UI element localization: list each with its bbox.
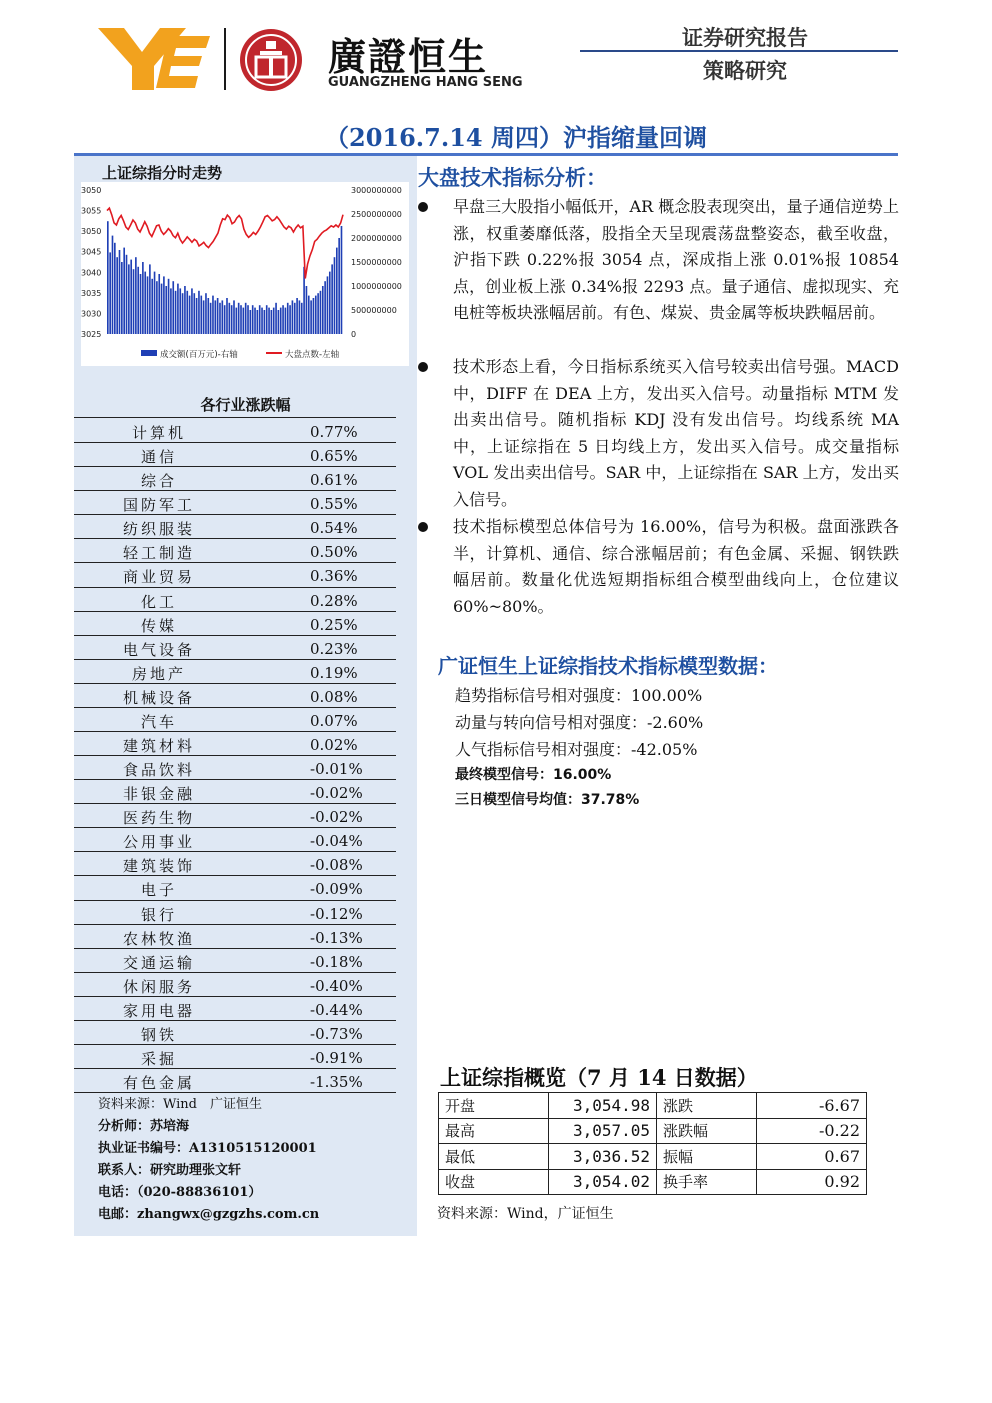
industry-change: 0.36% xyxy=(310,567,358,586)
industry-change: -0.18% xyxy=(310,952,363,971)
overview-label: 振幅 xyxy=(657,1144,757,1170)
volume-bar xyxy=(226,298,228,334)
industry-name: 综合 xyxy=(140,472,177,491)
bullet-dot xyxy=(418,362,428,372)
industry-change: 0.54% xyxy=(310,519,358,538)
volume-bar xyxy=(217,298,219,334)
volume-bar xyxy=(222,300,224,334)
industry-change: -0.02% xyxy=(310,784,363,803)
overview-source: 资料来源：Wind，广证恒生 xyxy=(437,1206,614,1222)
industry-row xyxy=(74,1021,396,1045)
analysis-bullet-text: 技术指标模型总体信号为 16.00%，信号为积极。盘面涨跌各半，计算机、通信、综合涨幅居前；有色金属、采掘、钢铁跌幅居前。数量化优选短期指标组合模型曲线向上，仓位建议 60%~80%。 xyxy=(453,517,899,616)
chart-title: 上证综指分时走势 xyxy=(102,164,223,182)
phone: 电话：（020-88836101） xyxy=(98,1185,262,1200)
volume-bar xyxy=(301,303,303,334)
volume-bar xyxy=(247,305,249,334)
volume-bar xyxy=(329,272,331,334)
volume-bar xyxy=(308,296,310,334)
volume-bar xyxy=(324,281,326,334)
volume-bar xyxy=(299,300,301,334)
volume-bar xyxy=(233,300,235,334)
volume-bar xyxy=(313,298,315,334)
volume-bar xyxy=(126,255,128,334)
industry-change: -1.35% xyxy=(310,1073,363,1092)
volume-bar xyxy=(116,257,118,334)
industry-name: 公用事业 xyxy=(122,833,195,852)
industry-change: 0.28% xyxy=(310,591,358,610)
volume-bar xyxy=(123,248,125,334)
volume-bar xyxy=(292,300,294,334)
legend-swatch-index xyxy=(266,352,282,354)
overview-label: 涨跌幅 xyxy=(657,1118,757,1144)
volume-bar xyxy=(338,238,340,334)
industry-row xyxy=(74,852,396,876)
volume-bar xyxy=(322,286,324,334)
volume-bar xyxy=(315,296,317,334)
volume-bar xyxy=(264,310,266,334)
volume-bar xyxy=(135,257,137,334)
industry-name: 房地产 xyxy=(131,664,186,683)
volume-bar xyxy=(200,296,202,334)
industry-row xyxy=(74,876,396,900)
volume-bars xyxy=(107,221,342,334)
right-tick-label: 1500000000 xyxy=(351,258,402,267)
industry-row xyxy=(74,612,396,636)
analyst: 分析师：苏培海 xyxy=(98,1119,190,1134)
volume-bar xyxy=(189,296,191,334)
overview-value: 3,054.98 xyxy=(549,1093,657,1119)
volume-bar xyxy=(280,308,282,334)
volume-bar xyxy=(287,303,289,334)
industry-name: 通信 xyxy=(140,448,177,467)
industry-row xyxy=(74,491,396,515)
overview-value: -6.67 xyxy=(757,1093,867,1119)
analysis-bullet-text: 技术形态上看，今日指标系统买入信号较卖出信号强。MACD 中，DIFF 在 DEA 上方，发出买入信号。动量指标 MTM 发出卖出信号。随机指标 KDJ 没有发出信号。均线系统 MA 中，上证综指在 5 日均线上方，发出买入信号。成交量指标 VOL 发出卖出信号。SAR 中，上证综指在 SAR 上方，发出买入信号。 xyxy=(453,357,899,509)
left-tick-label: 3055 xyxy=(81,206,102,216)
left-tick-label: 3050 xyxy=(81,227,102,237)
volume-bar xyxy=(243,308,245,334)
industry-change: 0.61% xyxy=(310,471,358,490)
industry-change: 0.25% xyxy=(310,615,358,634)
volume-bar xyxy=(184,286,186,334)
volume-bar xyxy=(289,305,291,334)
industry-name: 国防军工 xyxy=(122,496,195,515)
volume-bar xyxy=(294,303,296,334)
industry-change: 0.23% xyxy=(310,639,358,658)
industry-change: -0.12% xyxy=(310,904,363,923)
right-axis xyxy=(351,186,402,339)
industry-row xyxy=(74,756,396,780)
volume-bar xyxy=(207,298,209,334)
model-final-signal: 最终模型信号：16.00% xyxy=(455,767,612,783)
model-momentum: 动量与转向信号相对强度：-2.60% xyxy=(455,713,704,732)
volume-bar xyxy=(331,264,333,334)
brand-name-en: GUANGZHENG HANG SENG xyxy=(328,75,523,90)
industry-change: 0.65% xyxy=(310,447,358,466)
volume-bar xyxy=(191,288,193,334)
volume-bar xyxy=(306,286,308,334)
industry-table-top-rule xyxy=(74,417,396,418)
analysis-bullet-text: 早盘三大股指小幅低开，AR 概念股表现突出，量子通信逆势上涨，权重萎靡低落，股指全天呈现震荡盘整姿态，截至收盘，沪指下跌 0.22%报 3054 点，深成指上涨 0.01%报 10854 点，创业板上涨 0.34%报 2293 点。量子通信、虚拟现实、充电桩等板块涨幅居前。有色、煤炭、贵金属等板块跌幅居前。 xyxy=(453,197,899,323)
volume-bar xyxy=(144,272,146,334)
overview-value: 0.92 xyxy=(757,1169,867,1195)
volume-bar xyxy=(245,303,247,334)
industry-name: 机械设备 xyxy=(122,688,195,707)
email: 电邮：zhangwx@gzgzhs.com.cn xyxy=(98,1207,320,1222)
overview-label: 开盘 xyxy=(439,1093,549,1119)
data-source: 资料来源：Wind 广证恒生 xyxy=(98,1097,262,1112)
industry-row xyxy=(74,660,396,684)
overview-value: 3,057.05 xyxy=(549,1118,657,1144)
volume-bar xyxy=(203,300,205,334)
volume-bar xyxy=(179,288,181,334)
volume-bar xyxy=(320,291,322,334)
volume-bar xyxy=(137,267,139,334)
volume-bar xyxy=(130,260,132,334)
volume-bar xyxy=(177,284,179,334)
volume-bar xyxy=(175,291,177,334)
industry-change: -0.08% xyxy=(310,856,363,875)
industry-name: 电子 xyxy=(140,881,177,900)
industry-change: 0.19% xyxy=(310,663,358,682)
industry-row xyxy=(74,515,396,539)
industry-change: 0.08% xyxy=(310,687,358,706)
overview-value: 3,054.02 xyxy=(549,1169,657,1195)
volume-bar xyxy=(154,272,156,334)
left-tick-label: 3035 xyxy=(81,288,102,298)
overview-value: 0.67 xyxy=(757,1144,867,1170)
industry-name: 医药生物 xyxy=(122,809,195,828)
industry-change: 0.07% xyxy=(310,711,358,730)
volume-bar xyxy=(240,305,242,334)
overview-label: 最高 xyxy=(439,1118,549,1144)
model-sentiment: 人气指标信号相对强度：-42.05% xyxy=(455,740,698,759)
industry-row xyxy=(74,636,396,660)
volume-bar xyxy=(156,281,158,334)
volume-bar xyxy=(133,269,135,334)
brand-name-cn: 廣證恒生 xyxy=(328,35,489,79)
header-divider xyxy=(580,50,898,52)
industry-title: 各行业涨跌幅 xyxy=(200,396,291,414)
industry-change: 0.77% xyxy=(310,423,358,441)
industry-name: 化工 xyxy=(140,592,177,611)
volume-bar xyxy=(285,308,287,334)
industry-row xyxy=(74,949,396,973)
volume-bar xyxy=(168,279,170,334)
legend-swatch-volume xyxy=(141,350,157,356)
industry-row xyxy=(74,828,396,852)
industry-name: 电气设备 xyxy=(122,640,195,659)
industry-change: -0.73% xyxy=(310,1024,363,1043)
industry-name: 有色金属 xyxy=(122,1074,195,1093)
volume-bar xyxy=(172,281,174,334)
industry-row xyxy=(74,443,396,467)
volume-bar xyxy=(257,310,259,334)
right-tick-label: 3000000000 xyxy=(351,186,402,195)
logo-separator xyxy=(224,28,226,90)
volume-bar xyxy=(128,264,130,334)
volume-bar xyxy=(224,305,226,334)
volume-bar xyxy=(114,243,116,334)
volume-bar xyxy=(238,303,240,334)
volume-bar xyxy=(252,305,254,334)
industry-name: 计算机 xyxy=(131,424,186,442)
model-three-day-avg: 三日模型信号均值：37.78% xyxy=(455,792,640,808)
industry-change: -0.91% xyxy=(310,1049,363,1068)
industry-change: 0.02% xyxy=(310,736,358,755)
industry-table xyxy=(74,419,396,1093)
industry-change: 0.50% xyxy=(310,543,358,562)
industry-name: 轻工制造 xyxy=(122,544,195,563)
bullet-dot xyxy=(418,202,428,212)
volume-bar xyxy=(310,300,312,334)
industry-row xyxy=(74,684,396,708)
industry-change: -0.13% xyxy=(310,928,363,947)
volume-bar xyxy=(259,305,261,334)
volume-bar xyxy=(271,310,273,334)
volume-bar xyxy=(278,310,280,334)
sidebar-notes xyxy=(98,1094,319,1226)
page-title: （2016.7.14 周四）沪指缩量回调 xyxy=(325,123,707,152)
industry-row xyxy=(74,1069,396,1093)
overview-table xyxy=(438,1092,867,1195)
industry-name: 交通运输 xyxy=(122,953,195,972)
volume-bar xyxy=(193,293,195,334)
volume-bar xyxy=(112,236,114,334)
volume-bar xyxy=(142,262,144,334)
industry-row xyxy=(74,925,396,949)
volume-bar xyxy=(275,303,277,334)
volume-bar xyxy=(254,308,256,334)
overview-value: 3,036.52 xyxy=(549,1144,657,1170)
volume-bar xyxy=(186,291,188,334)
model-title: 广证恒生上证综指技术指标模型数据： xyxy=(438,654,778,678)
volume-bar xyxy=(327,276,329,334)
overview-title: 上证综指概览（7 月 14 日数据） xyxy=(440,1065,758,1090)
volume-bar xyxy=(296,298,298,334)
volume-bar xyxy=(170,288,172,334)
volume-bar xyxy=(261,308,263,334)
company-logo-seal xyxy=(238,27,304,93)
right-tick-label: 2500000000 xyxy=(351,210,402,219)
volume-bar xyxy=(151,279,153,334)
right-tick-label: 500000000 xyxy=(351,306,397,315)
left-axis xyxy=(81,186,101,339)
industry-row xyxy=(74,467,396,491)
industry-name: 汽车 xyxy=(140,712,177,731)
volume-bar xyxy=(196,298,198,334)
industry-name: 纺织服装 xyxy=(122,520,195,539)
volume-bar xyxy=(140,274,142,334)
industry-change: -0.04% xyxy=(310,832,363,851)
volume-bar xyxy=(317,293,319,334)
overview-row xyxy=(439,1118,867,1144)
volume-bar xyxy=(336,248,338,334)
bullet-dot xyxy=(418,522,428,532)
left-tick-label: 3040 xyxy=(81,268,102,278)
industry-row xyxy=(74,1045,396,1069)
industry-name: 休闲服务 xyxy=(122,977,195,996)
volume-bar xyxy=(182,293,184,334)
volume-bar xyxy=(219,303,221,334)
industry-change: -0.09% xyxy=(310,880,363,899)
industry-change: -0.01% xyxy=(310,760,363,779)
industry-row xyxy=(74,732,396,756)
volume-bar xyxy=(205,293,207,334)
industry-row xyxy=(74,973,396,997)
industry-name: 食品饮料 xyxy=(122,761,195,780)
volume-bar xyxy=(149,264,151,334)
right-tick-label: 0 xyxy=(351,330,357,339)
left-tick-label: 3045 xyxy=(81,247,102,257)
intraday-chart-svg xyxy=(81,182,409,366)
industry-row xyxy=(74,780,396,804)
contact-person: 联系人：研究助理张文轩 xyxy=(98,1163,242,1178)
volume-bar xyxy=(212,296,214,334)
industry-change: -0.40% xyxy=(310,976,363,995)
industry-name: 建筑材料 xyxy=(122,737,195,756)
overview-label: 收盘 xyxy=(439,1169,549,1195)
company-logo-ye xyxy=(98,26,210,92)
industry-name: 传媒 xyxy=(140,616,177,635)
volume-bar xyxy=(250,310,252,334)
volume-bar xyxy=(121,262,123,334)
industry-name: 采掘 xyxy=(140,1050,177,1069)
overview-row xyxy=(439,1144,867,1170)
industry-name: 银行 xyxy=(140,905,177,924)
volume-bar xyxy=(210,303,212,334)
industry-change: 0.55% xyxy=(310,495,358,514)
volume-bar xyxy=(266,305,268,334)
industry-change: -0.02% xyxy=(310,808,363,827)
legend-label-volume: 成交额(百万元)-右轴 xyxy=(160,350,238,360)
industry-row xyxy=(74,804,396,828)
license-number: 执业证书编号：A1310515120001 xyxy=(98,1141,317,1156)
overview-row xyxy=(439,1169,867,1195)
volume-bar xyxy=(165,286,167,334)
industry-row xyxy=(74,997,396,1021)
chart-legend xyxy=(141,349,340,360)
volume-bar xyxy=(273,308,275,334)
report-type: 证券研究报告 xyxy=(682,26,808,50)
overview-value: -0.22 xyxy=(757,1118,867,1144)
report-subtype: 策略研究 xyxy=(703,59,787,83)
left-tick-label: 3050 xyxy=(81,186,102,195)
overview-label: 最低 xyxy=(439,1144,549,1170)
right-tick-label: 1000000000 xyxy=(351,282,402,291)
industry-name: 商业贸易 xyxy=(122,568,195,587)
industry-name: 非银金融 xyxy=(122,785,195,804)
volume-bar xyxy=(341,226,343,334)
analysis-title: 大盘技术指标分析： xyxy=(418,165,607,190)
left-tick-label: 3025 xyxy=(81,330,102,339)
volume-bar xyxy=(163,276,165,334)
volume-bar xyxy=(198,291,200,334)
legend-label-index: 大盘点数-左轴 xyxy=(285,350,340,360)
volume-bar xyxy=(334,257,336,334)
volume-bar xyxy=(268,308,270,334)
volume-bar xyxy=(161,284,163,334)
volume-bar xyxy=(231,305,233,334)
overview-label: 涨跌 xyxy=(657,1093,757,1119)
industry-row xyxy=(74,901,396,925)
volume-bar xyxy=(109,252,111,334)
volume-bar xyxy=(158,274,160,334)
industry-name: 建筑装饰 xyxy=(122,857,195,876)
left-tick-label: 3030 xyxy=(81,309,102,319)
industry-name: 家用电器 xyxy=(122,1001,195,1020)
industry-row xyxy=(74,708,396,732)
industry-row xyxy=(74,539,396,563)
industry-row xyxy=(74,563,396,587)
industry-row xyxy=(74,588,396,612)
overview-label: 换手率 xyxy=(657,1169,757,1195)
right-tick-label: 2000000000 xyxy=(351,234,402,243)
industry-row xyxy=(74,419,396,443)
overview-row xyxy=(439,1093,867,1119)
model-trend: 趋势指标信号相对强度：100.00% xyxy=(455,686,703,705)
volume-bar xyxy=(107,221,109,334)
industry-name: 钢铁 xyxy=(140,1025,177,1044)
volume-bar xyxy=(119,250,121,334)
volume-bar xyxy=(229,303,231,334)
volume-bar xyxy=(236,308,238,334)
intraday-chart xyxy=(81,182,409,366)
volume-bar xyxy=(282,305,284,334)
industry-name: 农林牧渔 xyxy=(122,929,195,948)
volume-bar xyxy=(147,276,149,334)
volume-bar xyxy=(214,300,216,334)
industry-change: -0.44% xyxy=(310,1000,363,1019)
